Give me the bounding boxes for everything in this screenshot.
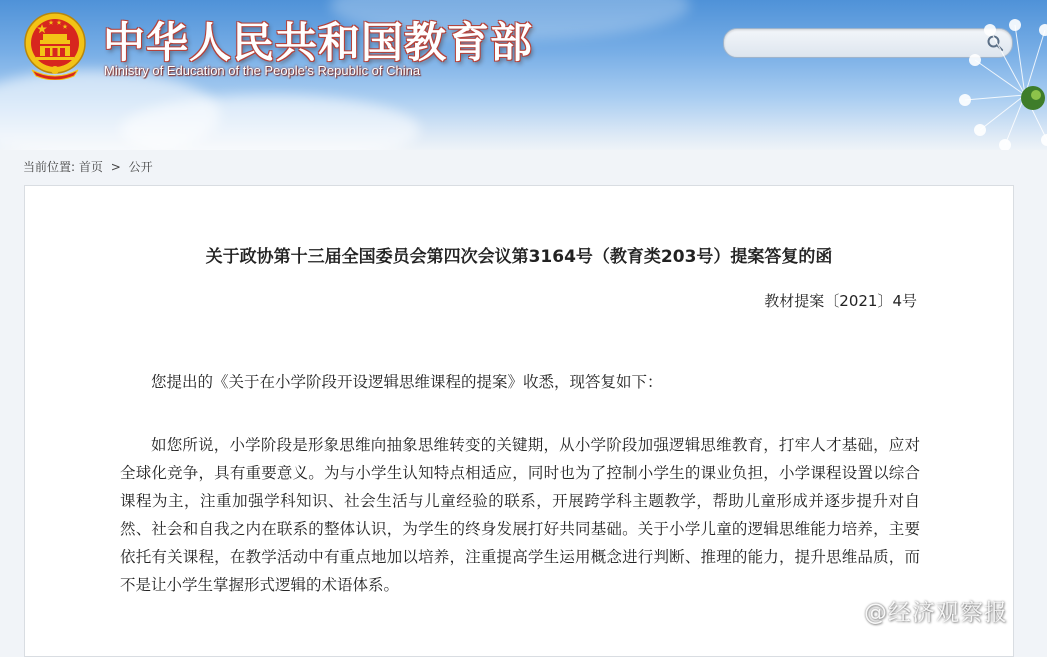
document-paragraph: 您提出的《关于在小学阶段开设逻辑思维课程的提案》收悉，现答复如下：	[151, 373, 663, 391]
watermark-text: @经济观察报	[864, 600, 1008, 626]
document-number: 教材提案〔2021〕4号	[764, 292, 917, 310]
breadcrumb-home-link[interactable]: 首页	[78, 160, 103, 174]
site-header	[0, 0, 1047, 150]
breadcrumb-separator: >	[110, 160, 121, 174]
site-subtitle: Ministry of Education of the People's Republic of China	[104, 63, 421, 78]
site-title[interactable]: 中华人民共和国教育部	[103, 18, 534, 67]
document-paragraph: 如您所说，小学阶段是形象思维向抽象思维转变的关键期，从小学阶段加强逻辑思维教育，打牢人才基础，应对全球化竞争，具有重要意义。为与小学生认知特点相适应，同时也为了控制小学生的课业负担，小学课程设置以综合课程为主，注重加强学科知识、社会生活与儿童经验的联系，开展跨学科主题教学，帮助儿童形成并逐步提升对自然、社会和自我之内在联系的整体认识，为学生的终身发展打好共同基础。关于小学儿童的逻辑思维能力培养，主要依托有关课程，在教学活动中有重点地加以培养，注重提高学生运用概念进行判断、推理的能力，提升思维品质，而不是让小学生掌握形式逻辑的术语体系。	[120, 436, 920, 594]
national-emblem-icon[interactable]	[22, 10, 88, 80]
breadcrumb-public-link[interactable]: 公开	[128, 160, 153, 174]
watermark	[830, 594, 1008, 627]
breadcrumb-label: 当前位置:	[23, 160, 76, 174]
document-title: 关于政协第十三届全国委员会第四次会议第3164号（教育类203号）提案答复的函	[205, 247, 833, 267]
document-panel	[24, 185, 1014, 657]
breadcrumb	[23, 158, 153, 175]
weibo-icon	[830, 599, 860, 623]
dandelion-decoration-icon	[905, 0, 1047, 150]
